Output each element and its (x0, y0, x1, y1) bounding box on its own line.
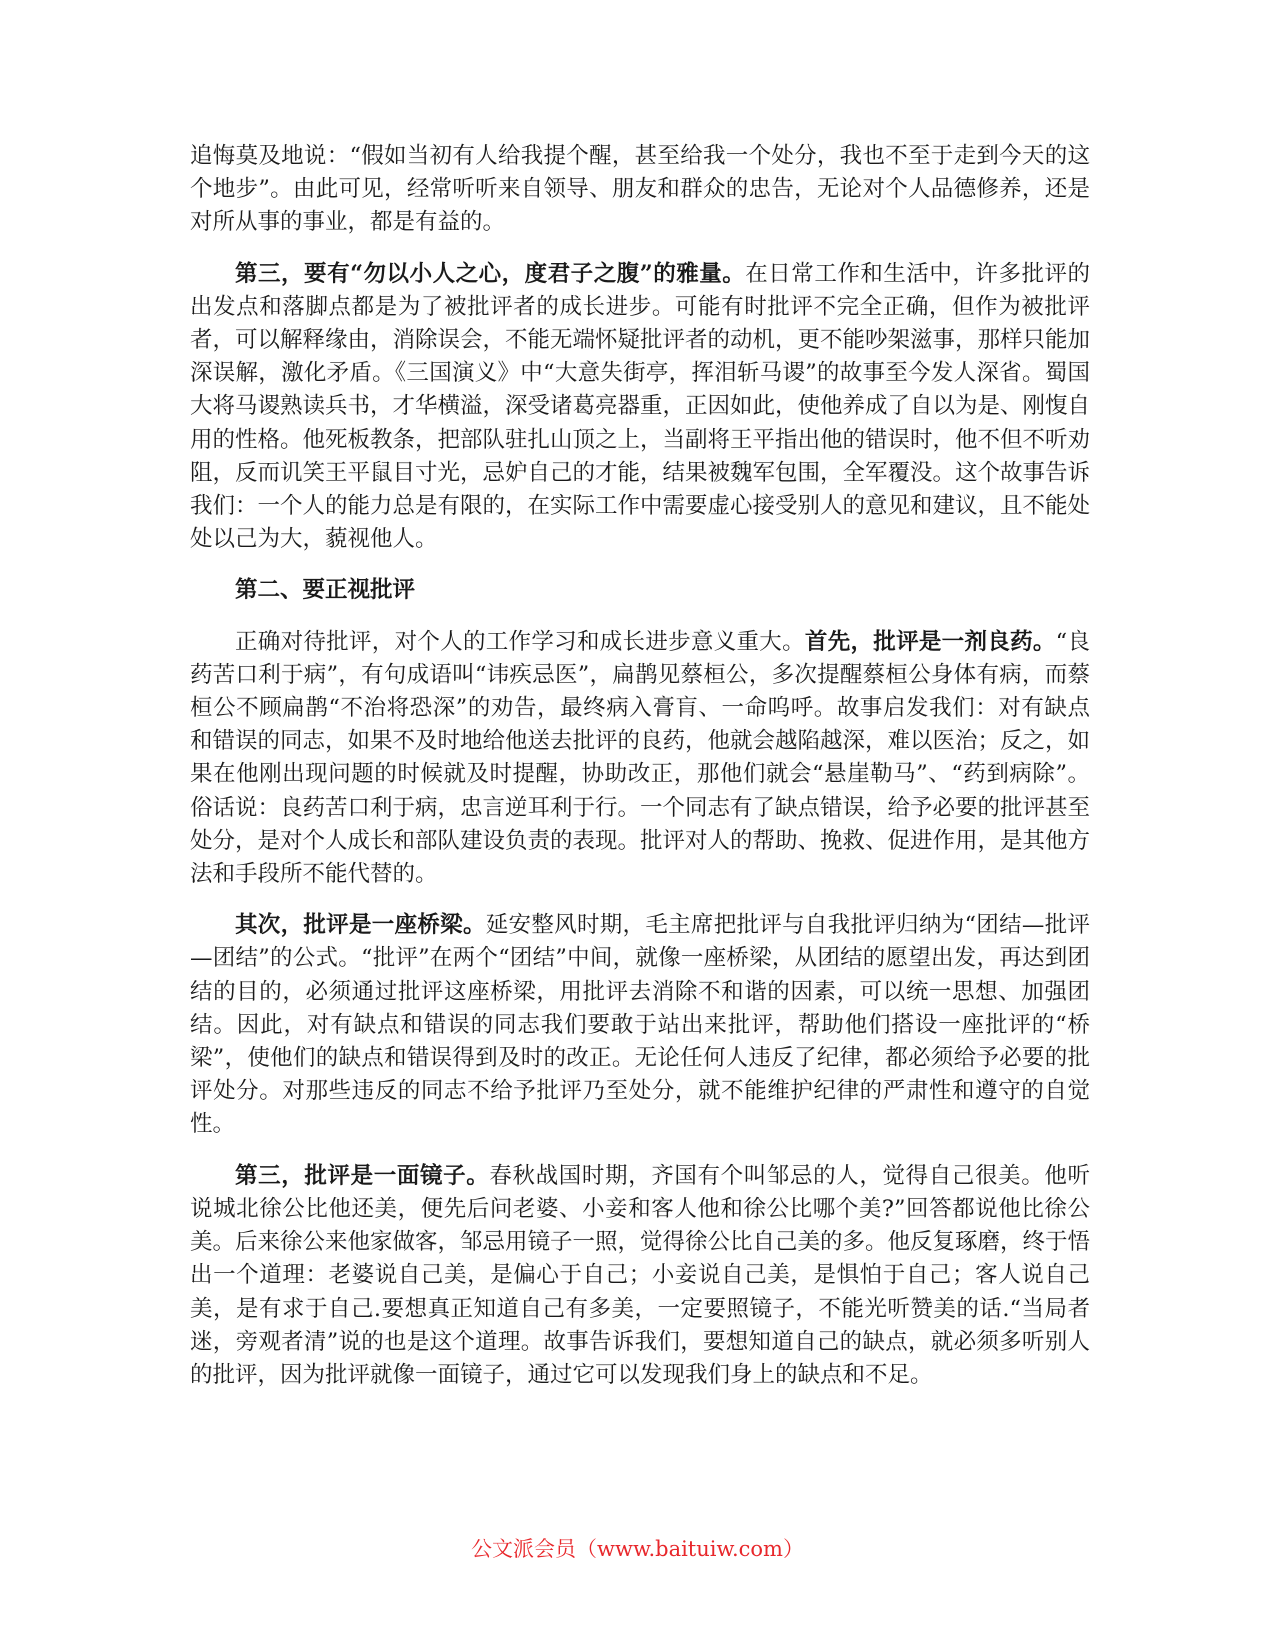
paragraph-text: 在日常工作和生活中，许多批评的出发点和落脚点都是为了被批评者的成长进步。可能有时批评不完全正确，但作为被批评者，可以解释缘由，消除误会，不能无端怀疑批评者的动机，更不能吵架滋事，那样只能加深误解，激化矛盾。《三国演义》中“大意失街亭，挥泪斩马谡”的故事至今发人深省。蜀国大将马谡熟读兵书，才华横溢，深受诸葛亮器重，正因如此，使他养成了自以为是、刚愎自用的性格。他死板教条，把部队驻扎山顶之上，当副将王平指出他的错误时，他不但不听劝阻，反而讥笑王平鼠目寸光，忌妒自己的才能，结果被魏军包围，全军覆没。这个故事告诉我们：一个人的能力总是有限的，在实际工作中需要虚心接受别人的意见和建议，且不能处处以己为大，藐视他人。 (190, 260, 1091, 553)
paragraph-lead-bold: 第三，要有“勿以小人之心，度君子之腹”的雅量。 (235, 260, 746, 287)
paragraph-text: 春秋战国时期，齐国有个叫邹忌的人，觉得自己很美。他听说城北徐公比他还美，便先后问老婆、小妾和客人他和徐公比哪个美?”回答都说他比徐公美。后来徐公来他家做客，邹忌用镜子一照，觉得徐公比自己美的多。他反复琢磨，终于悟出一个道理：老婆说自己美，是偏心于自己；小妾说自己美，是惧怕于自己；客人说自己美，是有求于自己.要想真正知道自己有多美，一定要照镜子，不能光听赞美的话.“当局者迷，旁观者清”说的也是这个道理。故事告诉我们，要想知道自己的缺点，就必须多听别人的批评，因为批评就像一面镜子，通过它可以发现我们身上的缺点和不足。 (190, 1162, 1091, 1388)
paragraph-mirror (190, 1160, 1090, 1392)
paragraph-medicine (190, 626, 1090, 892)
paragraph-lead-bold: 首先，批评是一剂良药。 (804, 628, 1056, 655)
section-heading: 第二、要正视批评 (235, 577, 416, 604)
paragraph-lead-bold: 第三，批评是一面镜子。 (235, 1162, 490, 1189)
paragraph-text: 追悔莫及地说：“假如当初有人给我提个醒，甚至给我一个处分，我也不至于走到今天的这个地步”。由此可见，经常听听来自领导、朋友和群众的忠告，无论对个人品德修养，还是对所从事的事业，都是有益的。 (190, 143, 1090, 236)
document-body (190, 140, 1090, 1410)
paragraph-lead-bold: 其次，批评是一座桥梁。 (235, 912, 486, 939)
footer-watermark-link[interactable]: 公文派会员（www.baituiw.com） (471, 1537, 804, 1561)
paragraph-bridge (190, 909, 1090, 1141)
paragraph-magnanimity (190, 258, 1090, 557)
paragraph-intro: 正确对待批评，对个人的工作学习和成长进步意义重大。 (235, 628, 805, 655)
paragraph-text: “良药苦口利于病”，有句成语叫“讳疾忌医”，扁鹊见蔡桓公，多次提醒蔡桓公身体有病，而蔡桓公不顾扁鹊“不治将恐深”的劝告，最终病入膏肓、一命呜呼。故事启发我们：对有缺点和错误的同志，如果不及时地给他送去批评的良药，他就会越陷越深，难以医治；反之，如果在他刚出现问题的时候就及时提醒，协助改正，那他们就会“悬崖勒马”、“药到病除”。俗话说：良药苦口利于病，忠言逆耳利于行。一个同志有了缺点错误，给予必要的批评甚至处分，是对个人成长和部队建设负责的表现。批评对人的帮助、挽救、促进作用，是其他方法和手段所不能代替的。 (190, 628, 1091, 888)
paragraph-text: 延安整风时期，毛主席把批评与自我批评归纳为“团结—批评—团结”的公式。“批评”在两个“团结”中间，就像一座桥梁，从团结的愿望出发，再达到团结的目的，必须通过批评这座桥梁，用批评去消除不和谐的因素，可以统一思想、加强团结。因此，对有缺点和错误的同志我们要敢于站出来批评，帮助他们搭设一座批评的“桥梁”，使他们的缺点和错误得到及时的改正。无论任何人违反了纪律，都必须给予必要的批评处分。对那些违反的同志不给予批评乃至处分，就不能维护纪律的严肃性和遵守的自觉性。 (190, 912, 1090, 1138)
paragraph-continuation (190, 140, 1090, 240)
